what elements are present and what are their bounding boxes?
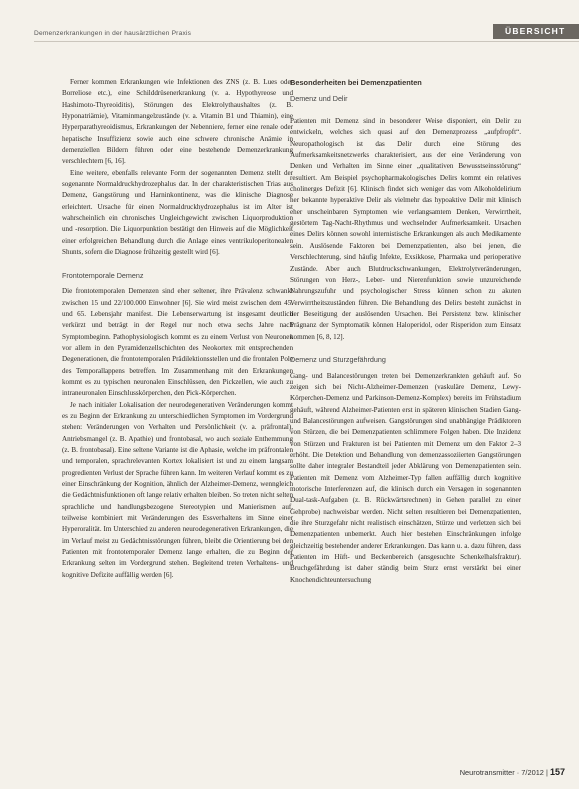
subheading-frontotemporal: Frontotemporale Demenz: [62, 270, 144, 280]
right-column: [290, 77, 521, 586]
paragraph: Je nach initialer Lokalisation der neurodegenerativen Veränderungen kommt es zu Beginn der Erkrankung zu unterschiedlichen Symptomen im Vordergrund stehen: Veränderungen von Verhalten und Persönlichkeit (v. a. präfrontal), Antriebsmangel (z. B. Apathie) und frontobasal, wo auch soziale Enthemmung (z. B. frontobasal). Eine seltene Variante ist die Aphasie, welche im präfrontalen und temporalen, sprachrelevanten Kortex lokalisiert ist und zu einem langsam progredienten Verlust der Sprache führen kann. Im weiteren Verlauf kommt es zu einer Einschränkung der Kognition, ähnlich der Alzheimer-Demenz, wenngleich die Gedächtnisfunktionen oft lange relativ erhalten bleiben. So treten nicht selten sprachliche und handlungsbezogene Stereotypien und Manierismen auf, teilweise kombiniert mit Veränderungen des Essverhaltens im Sinne einer Hyperoralität. Im Unterschied zu anderen neurodegenerativen Erkrankungen, die im Verlauf meist zu Gedächtnisstörungen führen, bleibt die Orientierung bei den Patienten mit frontotemporaler Demenz lange erhalten, die zu Beginn der Erkrankung selten im Vordergrund stehen. Begleitend treten Verhaltens- und kognitive Defizite auffällig werden [6].: [62, 400, 293, 579]
paragraph: Patienten mit Demenz sind in besonderer Weise disponiert, ein Delir zu entwickeln, welches sich quasi auf den Demenzprozess „aufpfropft“. Neuropathologisch ist das Delir durch eine Störung des Aufmerksamkeitsnetzwerks charakterisiert, aus der eine Veränderung von Denken und Verhalten im Sinne einer „qualitativen Bewusstseinsstörung“ resultiert. Am Beispiel psychopharmakologisches Delirs kommt ein relatives cholinerges Defizit [6]. Klinisch findet sich weniger das vom Alkoholdelirium her bekannte hyperaktive Delir als vielmehr das hypoaktive Delir mit klinisch eher unscheinbaren Symptomen wie verlangsamtem Denken, Verwirrtheit, gestörtem Tag-Nacht-Rhythmus und wechselnder Aufmerksamkeit. Ursachen eines Delirs können sowohl internistische Erkrankungen als auch Medikamente sein. Auslösende Faktoren bei Demenzpatienten, also bei jenen, die Verschlechterung, sind häufig Infekte, Exsikkose, Pharmaka und perioperative Zustände. Aber auch Blutdruckschwankungen, Elektrolytveränderungen, Störungen von Herz-, Leber- und Nierenfunktion sowie unzureichende Nahrungszufuhr und psychologischer Stress können schon zu akuten Verwirrtheitszuständen führen. Die Behandlung des Delirs besteht zunächst in der Beseitigung der auslösenden Ursachen. Bei Persistenz bzw. klinischer Prägnanz der Symptomatik können Haloperidol, oder Risperidon zum Einsatz kommen [6, 8, 12].: [290, 117, 521, 341]
section-label: ÜBERSICHT: [493, 24, 579, 39]
spacer: [290, 105, 521, 116]
paragraph: Die frontotemporalen Demenzen sind eher seltener, ihre Prävalenz schwankt zwischen 15 und 22/100.000 Einwohner [6]. Sie wird meist zwischen dem 45. und 65. Lebensjahr manifest. Die Lebenserwartung ist insgesamt deutlich verkürzt und beträgt in der Regel nur noch etwa sechs Jahre nach Symptombeginn. Pathophysiologisch kommt es zu einem Verlust von Neuronen vor allem in den Pyramidenzellschichten des Neokortex mit entsprechenden Degenerationen, die frontotemporalen Prädilektionsstellen und die frontalen Pole des Temporallappens betreffen. Im Zusammenhang mit den Erkrankungen kommt es zu typischen neuronalen Einschlüssen, den Pickzellen, wie auch zu intraneuronalen Einschlusskörperchen, den Pick-Körperchen.: [62, 287, 293, 398]
subheading-gait: Demenz und Sturzgefährdung: [290, 355, 386, 365]
page-number: 157: [549, 767, 565, 777]
section-heading: Besonderheiten bei Demenzpatienten: [290, 78, 422, 87]
page-header: [0, 0, 579, 44]
header-rule: [34, 41, 579, 42]
left-column: [62, 77, 293, 581]
spacer: [290, 343, 521, 354]
paragraph: Eine weitere, ebenfalls relevante Form der sogenannten Demenz stellt der sogenannte Normaldruckhydrozephalus dar. In der charakteristischen Trias aus Demenz, Gangstörung und Harninkontinenz, was die klinische Diagnose erleichtert. Ursache für einen Normaldruckhydrozephalus ist im Alter ist wahrscheinlich ein chronisches Ungleichgewicht zwischen Liquorproduktion und -resorption. Die Liquorpunktion bestätigt den Hinweis auf die Möglichkeit einer erfolgreichen Behandlung durch die Anlage eines ventrikuloperitonealen Shunts, sofern die Diagnose frühzeitig gestellt wird [6].: [62, 168, 293, 257]
journal-citation: Neurotransmitter · 7/2012: [459, 768, 544, 777]
page-footer: Neurotransmitter · 7/2012 | 157: [459, 767, 565, 777]
paragraph: Ferner kommen Erkrankungen wie Infektionen des ZNS (z. B. Lues oder Borreliose etc.), eine Schilddrüsenerkrankung (v. a. Hypothyreose und Hashimoto-Thyreoiditis), Störungen des Elektrolythaushaltes (z. B. Hyponatriämie), Vitaminmangelzustände (v. a. Vitamin B1 und Thiamin), eine Hyperparathyreoidismus, Erkrankungen der Nebenniere, ferner eine renale oder hepatische Insuffizienz sowie auch eine schwere chronische Anämie in demenziellen Bildern führen oder eine bestehende Demenzerkrankung verschlechtern [6, 16].: [62, 78, 293, 166]
paragraph: Gang- und Balancestörungen treten bei Demenzerkrankten gehäuft auf. So zeigen sich bei Nicht-Alzheimer-Demenzen (vaskuläre Demenz, Lewy-Körperchen-Demenz und Parkinson-Demenz-Komplex) bereits im Frühstadium gehäuft, während Alzheimer-Patienten erst in späteren klinischen Stadien Gang- und Balancestörungen aufweisen. Gangstörungen sind unabhängige Prädiktoren von Stürzen, die bei Demenzpatienten schlimmere Folgen haben. Die Inzidenz von Stürzen und Frakturen ist bei Patienten mit Demenz um den Faktor 2–3 erhöht. Die Detektion und Behandlung von demenzassoziierten Gangstörungen sollte daher integraler Bestandteil jeder Abklärung von Demenzpatienten sein. Patienten mit Demenz vom Alzheimer-Typ fallen auffällig durch kognitive motorische Interferenzen auf, die klinisch durch ein Versagen in sogenannten Dual-task-Aufgaben (z. B. Rückwärtsrechnen) in Gehen parallel zu einer Gehprobe) nachweisbar werden. Nicht selten resultieren bei Demenzpatienten, die ihre Sturzgefahr nicht realistisch einschätzen, Stürze und verletzen sich bei Demenzpatienten unbemerkt. Auch hier bestehen Einschränkungen infolge gleichzeitig bestehender anderer Erkrankungen. Das kann u. a. dazu führen, dass Patienten im Hüft- und Beckenbereich (ansgesuchte Schenkelhalsfraktur). Bruchgefährdung ist daher ständig beim Sturz ernst verstärkt bei einer Knochendichteuntersuchung: [290, 371, 521, 584]
subheading-delir: Demenz und Delir: [290, 94, 348, 104]
spacer: [62, 259, 293, 270]
running-head: Demenzerkrankungen in der hausärztlichen Praxis: [34, 30, 192, 37]
